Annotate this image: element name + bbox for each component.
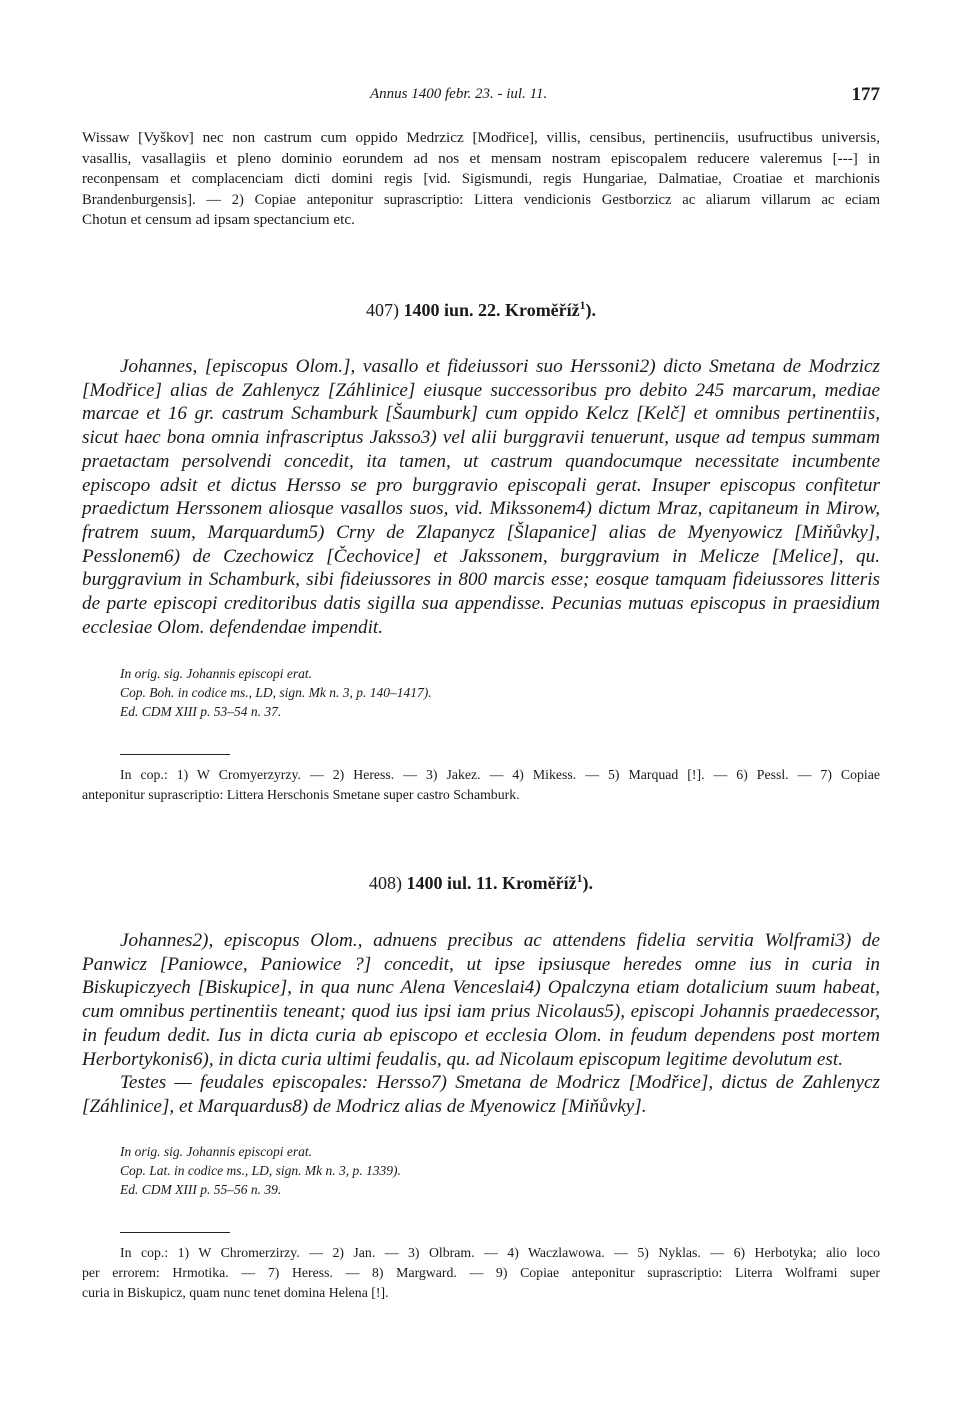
regest-408: Johannes2), episcopus Olom., adnuens precibus ac attendens fidelia servitia Wolframi3) de Panwicz [Paniowce, Paniowice ?] concedit, ut ipse ipsiusque heredes omne ius in curia in Biskupiczyech [Biskupice], in qua nunc Alena Venceslai4) Opalczyna etiam dotalicium suum habeat, cum omnibus pertinentiis teneant; quod ius ipsi iam prius Nicolaus5), episcopi Johannis praedecessor, in feudum dedit. Ius in dicta curia ab episcopo et ecclesia Olom. in feudum dependens post mortem Herbortykonis6), in dicta curia ultimi feudalis, qu. ad Nicolaum episcopum legitime devolutum est. [82, 930, 880, 1070]
document-heading-407 [82, 300, 880, 321]
note-line: Cop. Lat. in codice ms., LD, sign. Mk n. 3, p. 1339). [120, 1163, 401, 1178]
footnotes-408 [82, 1243, 880, 1303]
tradition-notes-408 [120, 1142, 401, 1199]
page-number: 177 [851, 84, 880, 105]
heading-end: ). [585, 300, 596, 320]
footnote-divider [120, 754, 230, 755]
running-title: Annus 1400 febr. 23. - iul. 11. [370, 86, 548, 102]
heading-footnote-mark: 1 [576, 872, 583, 885]
document-number: 407) [366, 300, 399, 320]
carryover-line: Brandenburgensis]. — 2) Copiae anteponitur suprascriptio: Littera vendicionis Gestborzicz ac aliarum villarum ac eciam [82, 191, 880, 208]
carryover-line: vasallis, vasallagiis et pleno dominio eorundem ad nos et mensam nostram episcopalem reducere valeremus [---] in [82, 149, 880, 167]
carryover-paragraph [82, 128, 880, 231]
footnote-line: anteponitur suprascriptio: Littera Herschonis Smetane super castro Schamburk. [82, 787, 520, 802]
footnote-line [82, 765, 880, 785]
carryover-line: Chotun et censum ad ipsam spectancium etc. [82, 211, 355, 228]
footnote-line: curia in Biskupicz, quam nunc tenet domina Helena [!]. [82, 1285, 389, 1300]
tradition-notes-407 [120, 664, 432, 721]
footnotes-407 [82, 765, 880, 805]
note-line: Ed. CDM XIII p. 53–54 n. 37. [120, 704, 282, 719]
heading-end: ). [582, 873, 593, 893]
document-number: 408) [369, 873, 402, 893]
note-line: Ed. CDM XIII p. 55–56 n. 39. [120, 1182, 282, 1197]
carryover-line: Wissaw [Vyškov] nec non castrum cum oppido Medrzicz [Modřice], villis, censibus, pertinenciis, usufructibus universis, [82, 129, 880, 146]
note-line: In orig. sig. Johannis episcopi erat. [120, 1144, 312, 1159]
document-date-place: 1400 iun. 22. Kroměříž [403, 300, 580, 320]
footnote-text: In cop.: 1) W Cromyerzyrzy. — 2) Heress. — 3) Jakez. — 4) Mikess. — 5) Marquad [!]. — 6) Pessl. — 7) Copiae [120, 767, 880, 782]
document-date-place: 1400 iul. 11. Kroměříž [406, 873, 577, 893]
running-head [82, 86, 880, 110]
note-line: In orig. sig. Johannis episcopi erat. [120, 666, 312, 681]
carryover-line: reconpensam et complacenciam dicti domini regis [vid. Sigismundi, regis Hungariae, Dalmatiae, Croatiae et marchionis [82, 171, 880, 187]
regest-407: Johannes, [episcopus Olom.], vasallo et fideiussori suo Herssoni2) dicto Smetana de Modrzicz [Modřice] alias de Zahlenycz [Záhlinice] eiusque successoribus pro debito 245 marcarum, mediae marcae et 16 gr. castrum Schamburk [Šaumburk] cum oppido Kelcz [Kelč] et omnibus pertinentiis, sicut haec bona omnia infrascriptus Jaksso3) vel alii burggravii tenuerunt, usque ad tempus summam praetactam persolvendi concedit, ita tamen, ut castrum quandocumque necessitate incumbente episcopo adsit et dictus Hersso se pro burggravio episcopali gerat. Insuper episcopus confitetur praedictum Herssonem aliosque vasallos suos, vid. Mikssonem4) dictum Mraz, capitaneum in Mirow, fratrem suum, Marquardum5) Crny de Zlapanycz [Šlapanice] alias de Myenyowicz [Miňůvky], Pesslonem6) de Czechowicz [Čechovice] et Jakssonem, burggravium in Melicze [Melice], qu. burggravium in Schamburk, sibi fideiussores in 800 marcis esse; eosque tamquam fideiussores litteris de parte episcopi creditoribus datis sigilla sua appendisse. Pecunias mutuas episcopus in praesidium ecclesiae Olom. defendendae impendit. [82, 356, 880, 638]
footnote-text: In cop.: 1) W Chromerzirzy. — 2) Jan. — 3) Olbram. — 4) Waczlawowa. — 5) Nyklas. — 6) Herbotyka; alio loco [120, 1245, 880, 1260]
document-heading-408 [82, 873, 880, 894]
footnote-line [82, 1243, 880, 1263]
note-line: Cop. Boh. in codice ms., LD, sign. Mk n. 3, p. 140–1417). [120, 685, 432, 700]
footnote-divider [120, 1232, 230, 1233]
heading-footnote-mark: 1 [579, 299, 586, 312]
witnesses-408: Testes — feudales episcopales: Hersso7) Smetana de Modricz [Modřice], dictus de Zahlenycz [Záhlinice], et Marquardus8) de Modricz alias de Myenowicz [Miňůvky]. [82, 1072, 880, 1117]
footnote-line: per errorem: Hrmotika. — 7) Heress. — 8) Margward. — 9) Copiae anteponitur suprascriptio: Literra Wolframi super [82, 1265, 880, 1280]
